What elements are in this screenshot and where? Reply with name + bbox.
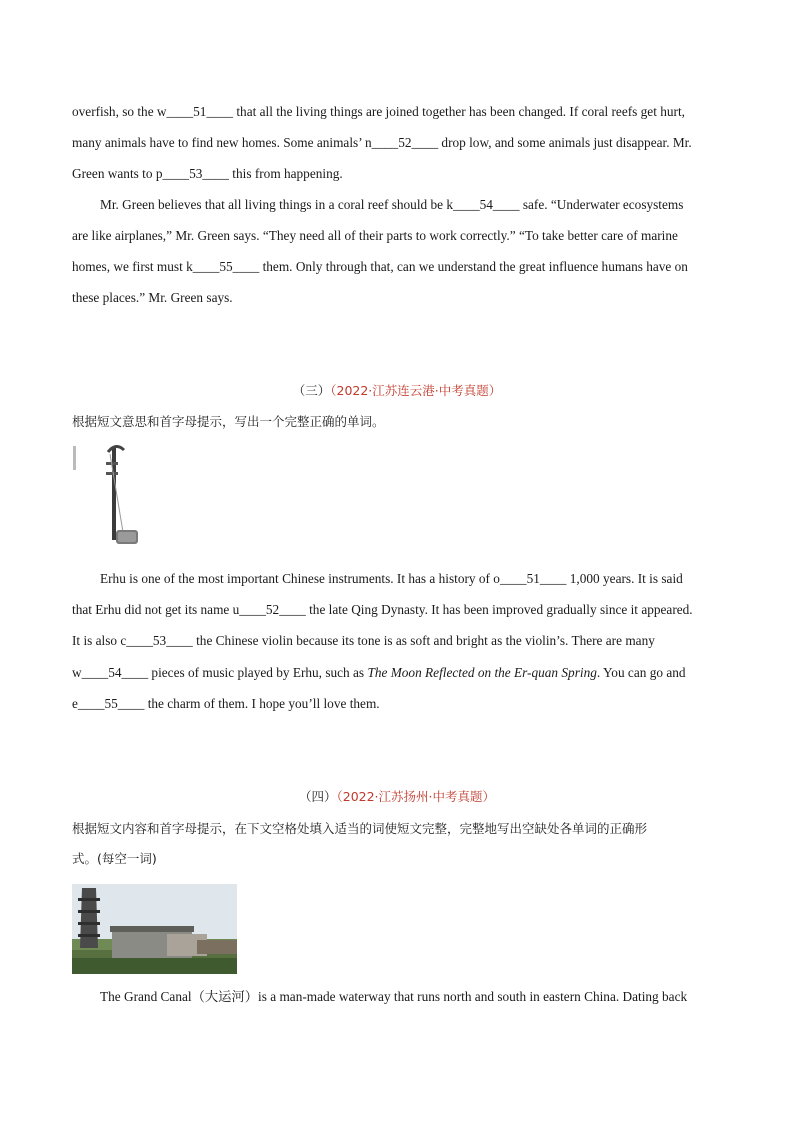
passage-line (72, 632, 732, 650)
text: this from happening. (228, 166, 343, 181)
section-instruction: 根据短文内容和首字母提示，在下文空格处填入适当的词使短文完整，完整地写出空缺处各单词的正确形 (72, 821, 648, 836)
passage-line (72, 695, 732, 713)
text: the charm of them. I hope you’ll love them. (144, 696, 380, 711)
section-instruction: 式。(每空一词) (72, 851, 157, 866)
passage-line: are like airplanes,” Mr. Green says. “They need all of their parts to work correctly.” “To take better care of marine (72, 228, 678, 243)
section-heading-3 (0, 382, 794, 400)
section-source: （2022·江苏连云港·中考真题） (330, 383, 502, 398)
grand-canal-image (72, 884, 237, 974)
passage-line: The Grand Canal（大运河）is a man-made waterway that runs north and south in eastern China. Dating back (100, 989, 688, 1004)
text: 1,000 years. It is said (566, 571, 683, 586)
section-number: （四） (298, 789, 337, 804)
blank-55[interactable]: ____55____ (77, 696, 145, 711)
text: safe. “Underwater ecosystems (519, 197, 684, 212)
blank-53[interactable]: ____53____ (162, 166, 229, 181)
text: It is also c (72, 633, 127, 648)
blank-54[interactable]: ____54____ (453, 197, 520, 212)
text: pieces of music played by Erhu, such as (148, 665, 368, 680)
passage-line (72, 134, 732, 152)
passage-line (72, 165, 732, 183)
text: homes, we first must k (72, 259, 193, 274)
blank-52[interactable]: ____52____ (239, 602, 306, 617)
passage-line (100, 570, 760, 588)
blank-54[interactable]: ____54____ (81, 665, 149, 680)
text: drop low, and some animals just disappear. Mr. (438, 135, 692, 150)
blank-51[interactable]: ____51____ (499, 571, 567, 586)
section-number: （三） (292, 383, 331, 398)
section-heading-4 (0, 788, 794, 806)
passage-line (100, 196, 760, 214)
text: them. Only through that, can we understand the great influence humans have on (259, 259, 688, 274)
text: Erhu is one of the most important Chinese instruments. It has a history of o (100, 571, 500, 586)
text: that Erhu did not get its name u (72, 602, 240, 617)
text: . You can go and (596, 665, 686, 680)
text: many animals have to find new homes. Some animals’ n (72, 135, 372, 150)
text: that all the living things are joined together has been changed. If coral reefs get hurt, (233, 104, 685, 119)
passage-line (72, 601, 732, 619)
text: overfish, so the w (72, 104, 167, 119)
passage-line (72, 664, 732, 682)
section-source: （2022·江苏扬州·中考真题） (336, 789, 496, 804)
text: Green wants to p (72, 166, 163, 181)
passage-line (72, 103, 732, 121)
blank-55[interactable]: ____55____ (192, 259, 260, 274)
section-instruction: 根据短文意思和首字母提示，写出一个完整正确的单词。 (72, 414, 385, 429)
song-title: The Moon Reflected on the Er-quan Spring (367, 665, 597, 680)
blank-53[interactable]: ____53____ (126, 633, 193, 648)
passage-line: these places.” Mr. Green says. (72, 290, 233, 305)
text: e (72, 696, 78, 711)
blank-51[interactable]: ____51____ (166, 104, 234, 119)
passage-line (72, 258, 732, 276)
text: Mr. Green believes that all living things in a coral reef should be k (100, 197, 454, 212)
blank-52[interactable]: ____52____ (371, 135, 439, 150)
text: the late Qing Dynasty. It has been improved gradually since it appeared. (305, 602, 693, 617)
erhu-image (72, 442, 144, 552)
text: w (72, 665, 82, 680)
text: the Chinese violin because its tone is as soft and bright as the violin’s. There are many (192, 633, 655, 648)
